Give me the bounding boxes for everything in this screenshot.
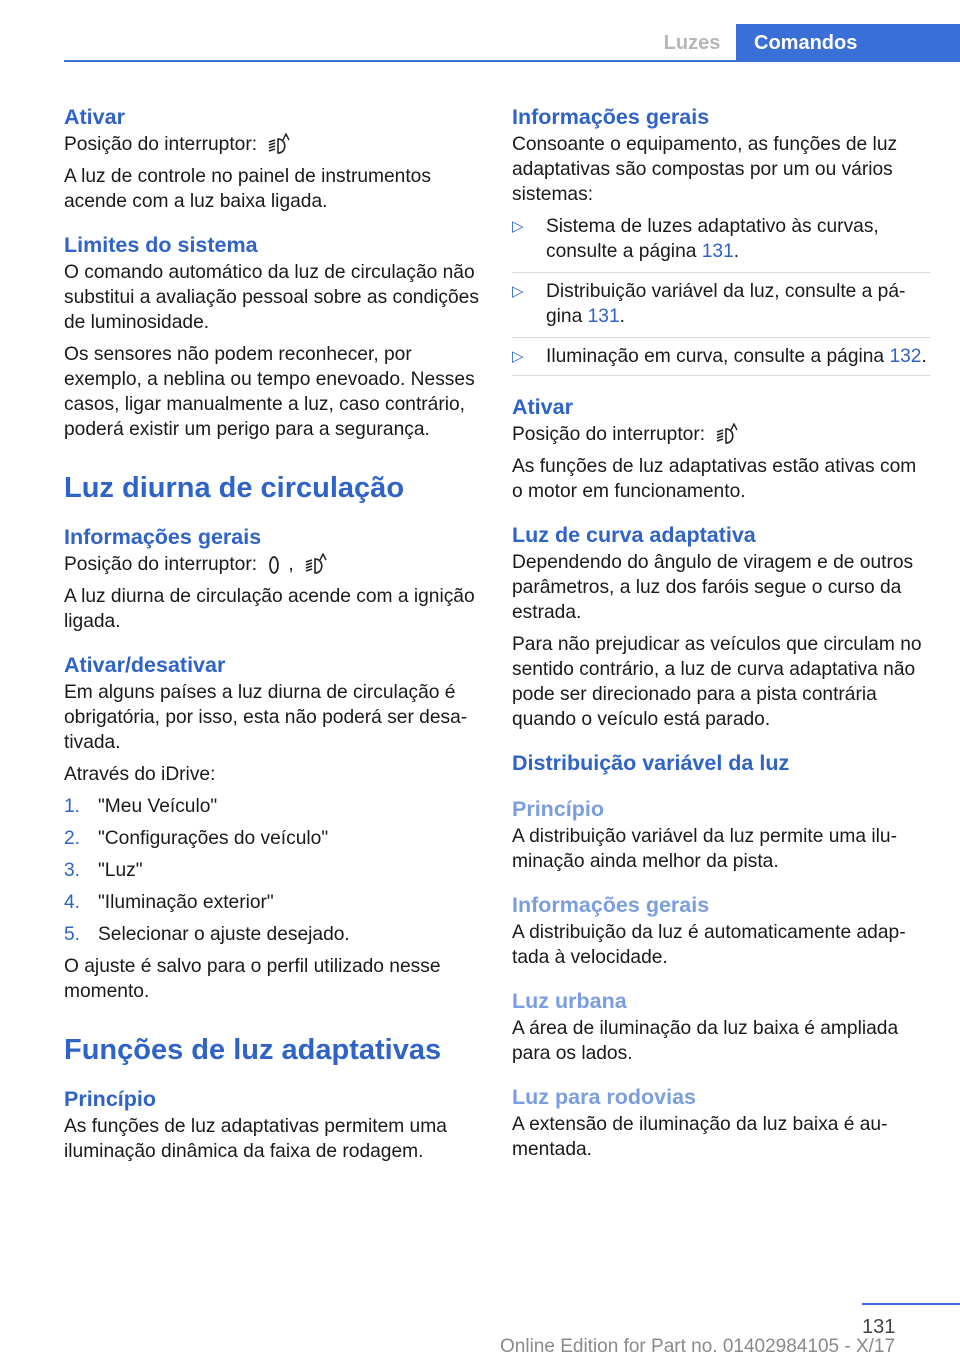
separator: , xyxy=(288,554,294,575)
bullet-text: Iluminação em curva, consulte a página xyxy=(546,346,890,367)
steps-list xyxy=(64,794,482,947)
heading-luz-diurna: Luz diurna de circulação xyxy=(64,472,405,504)
paragraph: A área de iluminação da luz baixa é ampliada para os lados. xyxy=(512,1018,899,1064)
punct: . xyxy=(921,346,927,367)
step-text: "Iluminação exterior" xyxy=(98,892,274,913)
step-number: 1. xyxy=(64,796,81,817)
auto-headlight-icon xyxy=(265,133,295,157)
heading-luz-rodovias: Luz para rodovias xyxy=(512,1085,696,1109)
page-link[interactable]: 132 xyxy=(889,346,922,367)
zero-position-icon xyxy=(265,553,283,577)
list-item xyxy=(512,214,930,264)
paragraph: Para não prejudicar as veículos que circulam no sentido contrário, a luz de curva adaptativa não pode ser direcionado para a pista contrária quando o veículo está parado. xyxy=(512,634,922,730)
heading-luz-urbana: Luz urbana xyxy=(512,989,627,1013)
heading-principio: Princípio xyxy=(64,1087,156,1111)
switch-position-label: Posição do interruptor: xyxy=(64,554,258,575)
step-number: 4. xyxy=(64,892,81,913)
list-item xyxy=(64,794,482,819)
heading-informacoes: Informações gerais xyxy=(512,105,710,129)
paragraph xyxy=(512,422,930,447)
paragraph: A extensão de iluminação da luz baixa é aumentada. xyxy=(512,1114,888,1160)
step-text: "Meu Veículo" xyxy=(98,796,218,817)
heading-ativar-desativar: Ativar/desativar xyxy=(64,653,226,677)
list-item xyxy=(64,858,482,883)
header-rule xyxy=(64,60,960,62)
switch-position-label: Posição do interruptor: xyxy=(64,134,258,155)
paragraph: Os sensores não podem reconhecer, por exemplo, a neblina ou tempo enevoado. Nesses casos, ligar manualmente a luz, caso contrário, poderá existir um perigo para a segurança. xyxy=(64,344,475,440)
paragraph: A distribuição variável da luz permite uma iluminação ainda melhor da pista. xyxy=(512,826,897,872)
paragraph: Consoante o equipamento, as funções de luz adaptativas são compostas por um ou vários sistemas: xyxy=(512,134,898,205)
auto-headlight-icon xyxy=(713,423,743,447)
heading-funcoes: Funções de luz adaptativas xyxy=(64,1034,442,1066)
heading-informacoes: Informações gerais xyxy=(64,525,262,549)
paragraph: Em alguns países a luz diurna de circulação é obrigatória, por isso, esta não poderá ser desativada. xyxy=(64,682,468,753)
punct: . xyxy=(733,241,740,262)
paragraph: A luz de controle no painel de instrumentos acende com a luz baixa ligada. xyxy=(64,166,431,212)
heading-distribuicao: Distribuição variável da luz xyxy=(512,751,790,775)
header-tab-comandos: Comandos xyxy=(736,24,960,62)
left-column xyxy=(64,102,482,1171)
heading-ativar: Ativar xyxy=(64,105,125,129)
heading-limites: Limites do sistema xyxy=(64,233,258,257)
step-text: Selecionar o ajuste desejado. xyxy=(98,924,350,945)
auto-headlight-icon xyxy=(302,553,332,577)
paragraph: Através do iDrive: xyxy=(64,764,216,785)
header-tab-luzes: Luzes xyxy=(663,32,721,54)
bullet-text: Sistema de luzes adaptativo às curvas, consulte a página xyxy=(546,216,879,262)
right-column xyxy=(512,102,930,1169)
step-number: 5. xyxy=(64,924,81,945)
page-link[interactable]: 131 xyxy=(587,306,620,327)
bullet-text: Distribuição variável da luz, consulte a página xyxy=(546,281,906,327)
heading-principio: Princípio xyxy=(512,797,604,821)
page-number: 131 xyxy=(862,1316,896,1338)
systems-list xyxy=(512,214,930,376)
triangle-bullet-icon: ▷ xyxy=(512,218,524,235)
paragraph: A luz diurna de circulação acende com a ignição ligada. xyxy=(64,586,475,632)
footer-edition: Online Edition for Part no. 01402984105 - X/17 xyxy=(500,1336,896,1357)
heading-informacoes: Informações gerais xyxy=(512,893,710,917)
list-item xyxy=(64,826,482,851)
paragraph: O ajuste é salvo para o perfil utilizado nesse momento. xyxy=(64,956,441,1002)
triangle-bullet-icon: ▷ xyxy=(512,283,524,300)
list-item xyxy=(64,922,482,947)
punct: . xyxy=(619,306,625,327)
list-item xyxy=(512,272,930,329)
heading-ativar: Ativar xyxy=(512,395,573,419)
step-number: 2. xyxy=(64,828,81,849)
heading-curva: Luz de curva adaptativa xyxy=(512,523,756,547)
paragraph: As funções de luz adaptativas estão ativas com o motor em funcionamento. xyxy=(512,456,917,502)
switch-position-label: Posição do interruptor: xyxy=(512,424,706,445)
page-link[interactable]: 131 xyxy=(701,241,734,262)
paragraph xyxy=(64,552,482,577)
triangle-bullet-icon: ▷ xyxy=(512,348,524,365)
paragraph: A distribuição da luz é automaticamente adaptada à velocidade. xyxy=(512,922,906,968)
page-number-rule xyxy=(862,1303,960,1305)
list-item xyxy=(512,337,930,369)
list-item xyxy=(64,890,482,915)
paragraph: As funções de luz adaptativas permitem uma iluminação dinâmica da faixa de rodagem. xyxy=(64,1116,447,1162)
paragraph: O comando automático da luz de circulação não substitui a avaliação pessoal sobre as condições de luminosidade. xyxy=(64,262,479,333)
paragraph xyxy=(64,132,482,157)
step-text: "Configurações do veículo" xyxy=(98,828,329,849)
paragraph: Dependendo do ângulo de viragem e de outros parâmetros, a luz dos faróis segue o curso da estrada. xyxy=(512,552,914,623)
step-text: "Luz" xyxy=(98,860,143,881)
step-number: 3. xyxy=(64,860,81,881)
